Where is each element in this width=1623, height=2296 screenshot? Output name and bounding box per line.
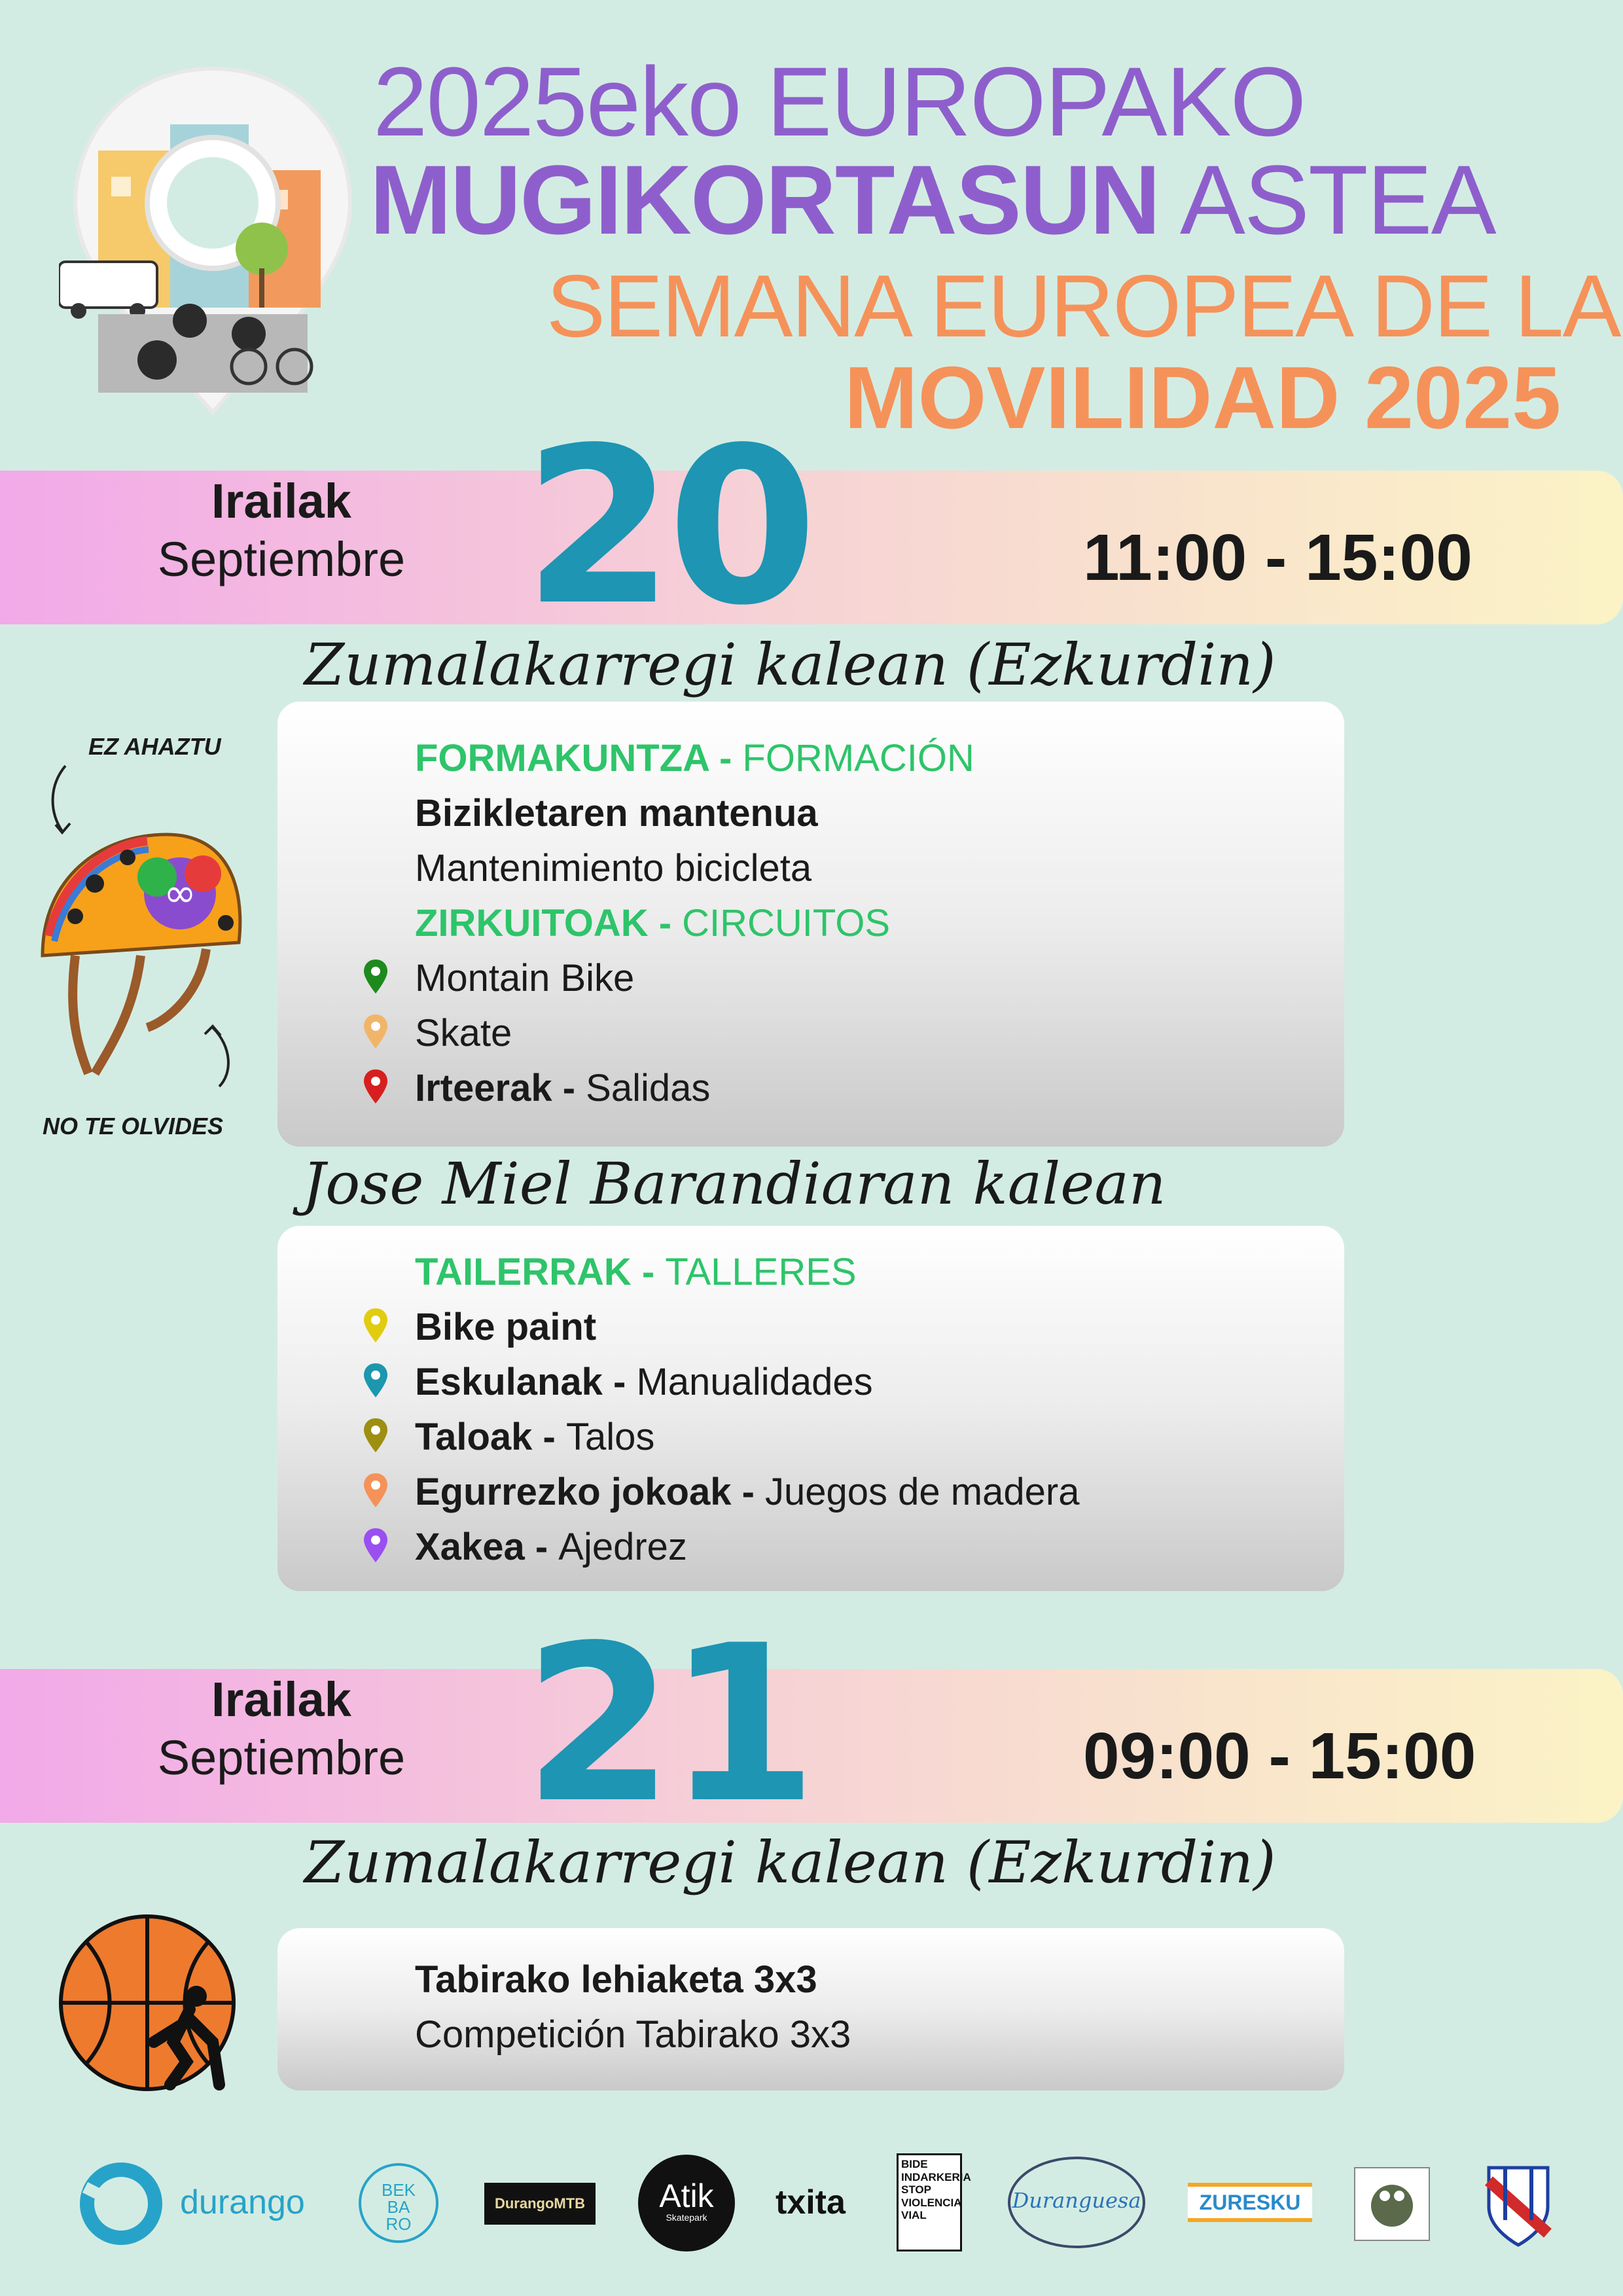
circuit-irteerak — [415, 1069, 710, 1107]
map-pin-icon — [363, 1013, 389, 1050]
maintenance-eu: Bizikletaren mantenua — [415, 792, 818, 834]
helmet-top-label: EZ AHAZTU — [88, 733, 221, 760]
circuit-skate: Skate — [415, 1012, 512, 1054]
helmet-reminder — [36, 726, 252, 1145]
month-eu: Irailak — [211, 474, 351, 528]
frog-club-logo-icon — [1353, 2166, 1431, 2242]
zirkuitoak-eu: ZIRKUITOAK - — [415, 902, 683, 944]
helmet-icon — [36, 746, 252, 1113]
map-pin-icon — [363, 1527, 389, 1564]
day-number-day2: 21 — [524, 1599, 812, 1850]
sponsors-row — [0, 2153, 1623, 2251]
title-line-4: MOVILIDAD 2025 — [844, 348, 1561, 447]
month-es: Septiembre — [157, 1730, 406, 1785]
map-pin-icon — [363, 1417, 389, 1454]
map-pin-icon — [363, 1068, 389, 1105]
header-illustration — [59, 59, 366, 425]
circuit-mountain-bike: Montain Bike — [415, 957, 635, 999]
map-pin-icon — [363, 1472, 389, 1509]
workshop-bike-paint — [415, 1308, 596, 1346]
formakuntza-es: FORMACIÓN — [742, 737, 974, 780]
durangomtb-logo — [484, 2183, 596, 2225]
workshop-eu: Taloak - — [415, 1416, 566, 1458]
zirkuitoak-es: CIRCUITOS — [682, 902, 891, 944]
svg-text:∞: ∞ — [164, 870, 196, 916]
location-pin-icon — [59, 59, 366, 425]
activities-card-1 — [277, 702, 1344, 1147]
workshop-eskulanak — [415, 1363, 873, 1401]
title-line-3: SEMANA EUROPEA DE LA — [546, 257, 1620, 355]
workshop-es: Talos — [565, 1416, 655, 1458]
time-day2: 09:00 - 15:00 — [1083, 1719, 1476, 1793]
street-title-1: Zumalakarregi kalean (Ezkurdin) — [304, 631, 1276, 698]
month-label-day2 — [131, 1671, 432, 1787]
bide-indarkeria-logo — [897, 2153, 971, 2251]
workshop-eu: Xakea - — [415, 1526, 559, 1568]
formakuntza-eu: FORMAKUNTZA - — [415, 737, 743, 780]
tailerrak-heading — [415, 1253, 857, 1291]
tournament-eu: Tabirako lehiaketa 3x3 — [415, 1958, 817, 2001]
duranguesa-logo — [1008, 2157, 1145, 2248]
shield-crest-icon — [1482, 2161, 1554, 2250]
street-title-2: Jose Miel Barandiaran kalean — [302, 1150, 1166, 1217]
formakuntza-heading — [415, 737, 974, 780]
title-line-2 — [370, 145, 1495, 255]
day-number-day1: 20 — [524, 401, 812, 653]
zuresku-logo — [1188, 2183, 1312, 2222]
helmet-bottom-label: NO TE OLVIDES — [43, 1113, 224, 1139]
txita-logo: txita — [776, 2183, 846, 2221]
map-pin-icon — [363, 1362, 389, 1399]
zuresku-text: ZURESKU — [1199, 2191, 1301, 2214]
atik-subtext: Skatepark — [666, 2212, 707, 2223]
time-day1: 11:00 - 15:00 — [1083, 521, 1472, 594]
workshop-eu: Eskulanak - — [415, 1361, 637, 1403]
duranguesa-text: Duranguesa — [1012, 2188, 1141, 2213]
month-eu: Irailak — [211, 1672, 351, 1727]
month-es: Septiembre — [157, 531, 406, 586]
workshop-egurrezko-jokoak — [415, 1473, 1079, 1511]
atik-text: Atik — [659, 2178, 714, 2214]
street-title-3: Zumalakarregi kalean (Ezkurdin) — [304, 1829, 1276, 1896]
month-label-day1 — [131, 473, 432, 589]
workshop-xakea — [415, 1528, 687, 1566]
zirkuitoak-heading — [415, 902, 891, 944]
atik-logo — [638, 2155, 735, 2251]
durango-logo-icon — [79, 2161, 170, 2246]
workshop-es: Ajedrez — [558, 1526, 687, 1568]
tailerrak-es: TALLERES — [665, 1251, 857, 1293]
tournament-es: Competición Tabirako 3x3 — [415, 2013, 851, 2056]
irteerak-es: Salidas — [586, 1067, 711, 1109]
activities-card-3 — [277, 1928, 1344, 2090]
workshop-es: Manualidades — [636, 1361, 873, 1403]
bekbaro-logo — [359, 2163, 438, 2243]
activities-card-2 — [277, 1226, 1344, 1591]
workshop-eu: Egurrezko jokoak - — [415, 1471, 766, 1513]
title-line-2-bold: MUGIKORTASUN — [370, 145, 1160, 255]
title-line-1: 2025eko EUROPAKO — [373, 46, 1306, 156]
workshop-es: Juegos de madera — [765, 1471, 1080, 1513]
title-line-2-rest: ASTEA — [1159, 145, 1495, 255]
durangomtb-text: DurangoMTB — [494, 2195, 586, 2212]
basketball-icon — [56, 1911, 265, 2094]
workshop-taloak — [415, 1418, 654, 1456]
bekbaro-text: BEK BA RO — [381, 2180, 416, 2234]
tailerrak-eu: TAILERRAK - — [415, 1251, 666, 1293]
map-pin-icon — [363, 958, 389, 995]
irteerak-eu: Irteerak - — [415, 1067, 586, 1109]
map-pin-icon — [363, 1307, 389, 1344]
workshop-eu: Bike paint — [415, 1306, 597, 1348]
bide-indarkeria-text: BIDE INDARKERIA STOP VIOLENCIA VIAL — [901, 2158, 971, 2222]
durango-logo-text: durango — [180, 2183, 305, 2221]
maintenance-es: Mantenimiento bicicleta — [415, 847, 812, 889]
